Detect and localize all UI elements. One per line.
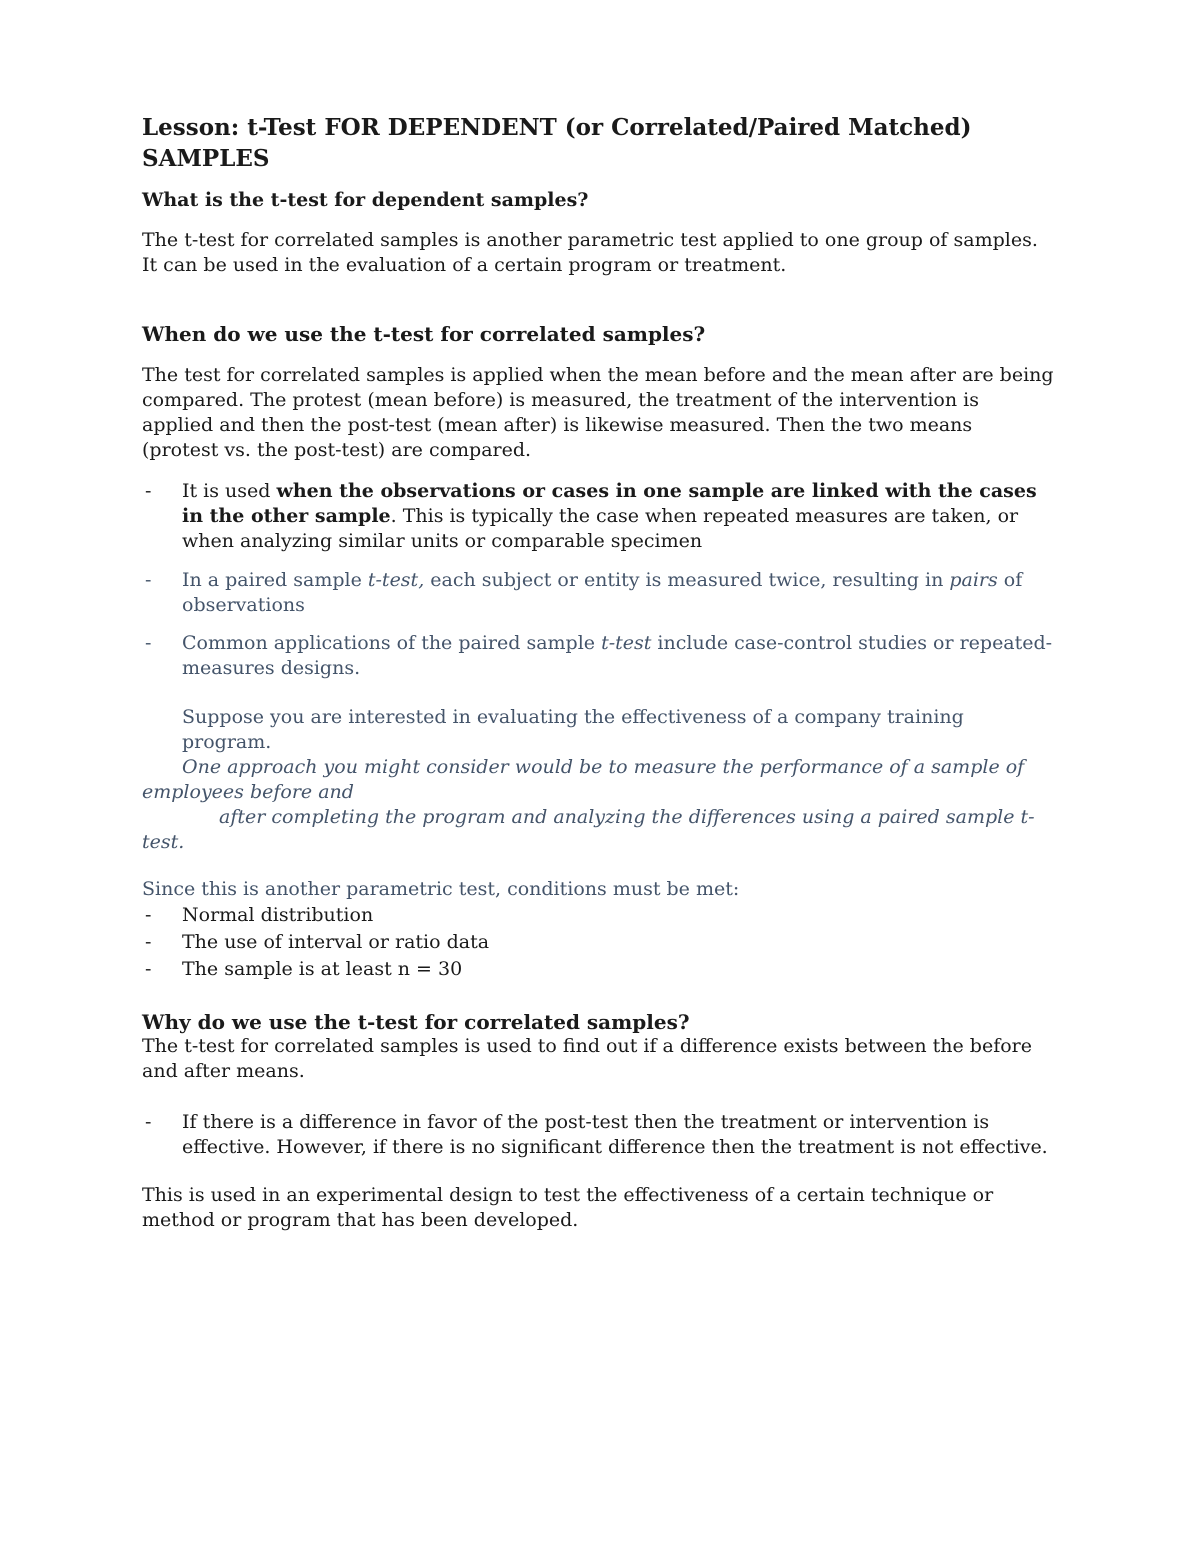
example-line-5: after completing the program and analyzing the differences using a paired sample t- [219, 806, 1035, 828]
bullet-rest-2: when analyzing similar units or comparable specimen [182, 530, 703, 552]
conditions-intro: Since this is another parametric test, conditions must be met: [142, 878, 740, 900]
bullet-pre: It is used [182, 480, 277, 502]
bullet-bold-2: in the other sample [182, 505, 391, 527]
example-block [142, 705, 1092, 855]
paragraph-definition [142, 228, 1092, 278]
bullet-line-2: measures designs. [182, 657, 361, 679]
bullet-dash: - [145, 632, 152, 654]
closing-line-1: This is used in an experimental design to test the effectiveness of a certain technique or [142, 1184, 994, 1206]
paragraph-why-use [142, 1034, 1092, 1084]
example-line-6: test. [142, 831, 185, 853]
definition-line-2: It can be used in the evaluation of a certain program or treatment. [142, 254, 787, 276]
definition-line-1: The t-test for correlated samples is another parametric test applied to one group of samples. [142, 229, 1038, 251]
closing-line-2: method or program that has been developed. [142, 1209, 579, 1231]
heading-why-use: Why do we use the t-test for correlated samples? [142, 1010, 690, 1034]
bullet-dash: - [145, 904, 152, 926]
heading-when-use: When do we use the t-test for correlated samples? [142, 322, 706, 346]
example-line-2: program. [182, 731, 272, 753]
when-line-3: applied and then the post-test (mean after) is likewise measured. Then the two means [142, 414, 973, 436]
bullet-pre: In a paired sample [182, 569, 368, 591]
lesson-title: Lesson: t-Test FOR DEPENDENT (or Correlated/Paired Matched) SAMPLES [142, 114, 972, 172]
bullet-text [182, 1110, 1092, 1160]
example-line-3: One approach you might consider would be to measure the performance of a sample of [182, 756, 1025, 778]
when-line-2: compared. The protest (mean before) is measured, the treatment of the intervention is [142, 389, 979, 411]
bullet-line-1: If there is a difference in favor of the post-test then the treatment or intervention is [182, 1111, 990, 1133]
bullet-dash: - [145, 931, 152, 953]
bullet-line-2: effective. However, if there is no significant difference then the treatment is not effective. [182, 1136, 1048, 1158]
emphasis-t-test: t-test, [367, 569, 425, 591]
bullet-text [182, 479, 1092, 554]
bullet-dash: - [145, 1111, 152, 1133]
when-line-4: (protest vs. the post-test) are compared. [142, 439, 532, 461]
why-line-2: and after means. [142, 1060, 305, 1082]
paragraph-closing [142, 1183, 1092, 1233]
paragraph-when-use [142, 363, 1092, 463]
bullet-mid: each subject or entity is measured twice, resulting in [424, 569, 950, 591]
bullet-text [182, 631, 1092, 681]
condition-text: Normal distribution [182, 904, 374, 926]
bullet-dash: - [145, 569, 152, 591]
bullet-dash: - [145, 480, 152, 502]
example-line-4: employees before and [142, 781, 354, 803]
emphasis-t-test: t-test [601, 632, 652, 654]
condition-text: The use of interval or ratio data [182, 931, 490, 953]
when-line-1: The test for correlated samples is applied when the mean before and the mean after are being [142, 364, 1054, 386]
emphasis-pairs: pairs [949, 569, 998, 591]
why-line-1: The t-test for correlated samples is used to find out if a difference exists between the before [142, 1035, 1032, 1057]
bullet-pre: Common applications of the paired sample [182, 632, 602, 654]
bullet-text [182, 568, 1092, 618]
bullet-post: of [997, 569, 1023, 591]
condition-text: The sample is at least n = 30 [182, 958, 463, 980]
bullet-rest-1: . This is typically the case when repeated measures are taken, or [390, 505, 1019, 527]
example-line-1: Suppose you are interested in evaluating the effectiveness of a company training [182, 706, 964, 728]
bullet-post: include case-control studies or repeated- [651, 632, 1053, 654]
bullet-dash: - [145, 958, 152, 980]
bullet-bold-1: when the observations or cases in one sample are linked with the cases [276, 480, 1037, 502]
heading-what-is: What is the t-test for dependent samples? [142, 189, 589, 211]
bullet-line-2: observations [182, 594, 305, 616]
